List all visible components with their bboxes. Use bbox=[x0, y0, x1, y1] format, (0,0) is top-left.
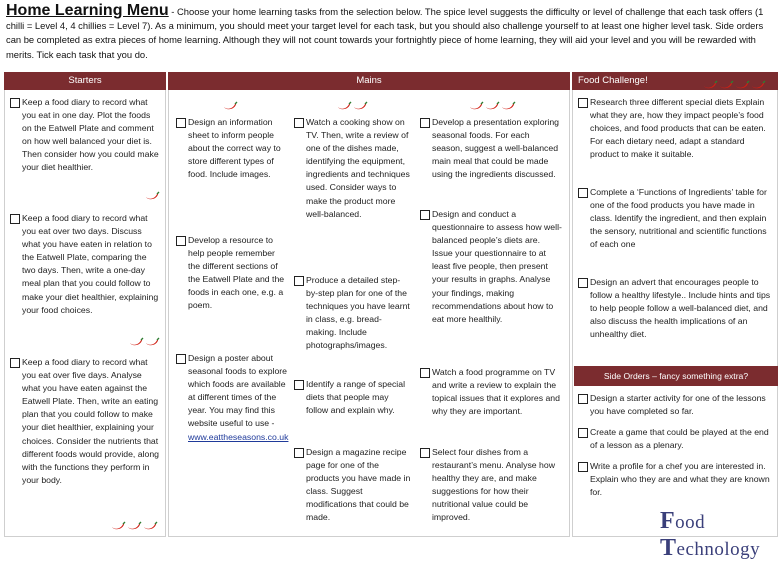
chilli-icon bbox=[337, 101, 352, 109]
task-checkbox[interactable] bbox=[578, 188, 588, 198]
mains-task-7: Design a magazine recipe page for one of the products you have made in class. Suggest modifications that could be made. bbox=[294, 446, 412, 525]
chilli-icon bbox=[485, 101, 500, 109]
starter-task-1: Keep a food diary to record what you eat in one day. Plot the foods on the Eatwell Plate and comment on how well balanced your diet is. Then consider how you could make your diet healthier. bbox=[10, 96, 160, 175]
food-technology-logo: Food Technology bbox=[660, 508, 761, 561]
chilli-icon bbox=[145, 191, 160, 199]
challenge-task-2: Complete a ‘Functions of Ingredients’ table for one of the food products you have made in class. Identify the ingredient, and then explain the sensory, nutritional and scientific functions of each one bbox=[578, 186, 774, 251]
mains-col3-chillies bbox=[468, 96, 516, 114]
task-checkbox[interactable] bbox=[294, 380, 304, 390]
chilli-icon bbox=[127, 521, 142, 529]
task-checkbox[interactable] bbox=[176, 236, 186, 246]
task-checkbox[interactable] bbox=[420, 210, 430, 220]
starter-task-2: Keep a food diary to record what you eat over two days. Discuss what you have eaten in relation to the Eatwell Plate, comparing the two days. Then, write a one-day meal plan that you could follow to make your diet healthier, explaining your food choices. bbox=[10, 212, 160, 317]
chilli-icon bbox=[735, 80, 750, 88]
mains-header: Mains bbox=[168, 72, 570, 90]
side-orders-header: Side Orders – fancy something extra? bbox=[574, 366, 778, 386]
mains-task-4: Watch a cooking show on TV. Then, write a review of one of the dishes made, identifying the equipment, ingredients and techniques used. Consider ways to make the product more well-balanced. bbox=[294, 116, 412, 221]
chilli-icon bbox=[145, 337, 160, 345]
task-checkbox[interactable] bbox=[578, 278, 588, 288]
chilli-icon bbox=[719, 80, 734, 88]
starter-2-chillies bbox=[128, 332, 160, 350]
eattheseasons-link[interactable]: www.eattheseasons.co.uk bbox=[188, 431, 289, 442]
mains-task-5: Produce a detailed step-by-step plan for one of the techniques you have learnt in class, e.g. bread-making. Include photographs/images. bbox=[294, 274, 412, 353]
chilli-icon bbox=[129, 337, 144, 345]
chilli-icon bbox=[111, 521, 126, 529]
mains-task-6: Identify a range of special diets that people may follow and explain why. bbox=[294, 378, 412, 417]
task-checkbox[interactable] bbox=[294, 448, 304, 458]
chilli-icon bbox=[143, 521, 158, 529]
task-checkbox[interactable] bbox=[176, 118, 186, 128]
starter-task-3: Keep a food diary to record what you eat over five days. Analyse what you have eaten against the Eatwell Plate. Then, write an eating plan that you could follow to make your diet healthier, explaining your choices. Consider the nutrients that different foods would provide, along with the functions they perform in your body. bbox=[10, 356, 160, 487]
chilli-icon bbox=[353, 101, 368, 109]
task-checkbox[interactable] bbox=[420, 118, 430, 128]
task-checkbox[interactable] bbox=[294, 118, 304, 128]
task-checkbox[interactable] bbox=[10, 214, 20, 224]
mains-task-3: Design a poster about seasonal foods to explore which foods are available at different times of the year. You may find this website useful to use - www.eattheseasons.co.uk bbox=[176, 352, 288, 444]
task-checkbox[interactable] bbox=[578, 462, 588, 472]
chilli-icon bbox=[223, 101, 238, 109]
challenge-task-1: Research three different special diets Explain what they are, how they impact people’s food choices, and food products that can be eaten. For each dietary need, adapt a standard product to make it suitable. bbox=[578, 96, 774, 161]
side-order-task-3: Write a profile for a chef you are interested in. Explain who they are and what they are known for. bbox=[578, 460, 774, 499]
chilli-icon bbox=[469, 101, 484, 109]
mains-task-1: Design an information sheet to inform people about the correct way to store different types of food. Include images. bbox=[176, 116, 288, 181]
challenge-task-3: Design an advert that encourages people to follow a healthy lifestyle.. Include hints and tips to help people follow a well-balanced diet, and also discuss the health implications of an unhealthy diet. bbox=[578, 276, 774, 341]
task-checkbox[interactable] bbox=[176, 354, 186, 364]
mains-task-10: Watch a food programme on TV and write a review to explain the topical issues that it explores and why they are important. bbox=[420, 366, 562, 418]
task-checkbox[interactable] bbox=[578, 98, 588, 108]
task-checkbox[interactable] bbox=[294, 276, 304, 286]
task-checkbox[interactable] bbox=[420, 448, 430, 458]
side-order-task-1: Design a starter activity for one of the lessons you have completed so far. bbox=[578, 392, 774, 418]
mains-col1-chillies bbox=[222, 96, 238, 114]
mains-task-8: Develop a presentation exploring seasonal foods. For each season, suggest a well-balanced main meal that could be made using the ingredients discussed. bbox=[420, 116, 562, 181]
starters-header: Starters bbox=[4, 72, 166, 90]
starter-3-chillies bbox=[110, 516, 158, 534]
mains-task-2: Develop a resource to help people remember the different sections of the Eatwell Plate and the foods in each one, e.g. a poem. bbox=[176, 234, 288, 313]
page-title: Home Learning Menu bbox=[6, 2, 169, 19]
task-checkbox[interactable] bbox=[578, 394, 588, 404]
task-checkbox[interactable] bbox=[10, 358, 20, 368]
intro-text: - Choose your home learning tasks from the selection below. The spice level suggests the difficulty or level of challenge that each task offers (1 chilli = Level 4, 4 chillies = Level 7). As a minimum, you should meet your target level for each task, but you should also challenge yourself to at least one higher level task. Side orders can be completed as extra pieces of home learning. Although they will not count towards your fortnightly piece of home learning, they will aid your level and you will be rewarded with merits. Tick each task that you do. bbox=[6, 6, 764, 60]
mains-task-11: Select four dishes from a restaurant’s menu. Analyse how healthy they are, and make suggestions for how their nutritional value could be improved. bbox=[420, 446, 562, 525]
task-checkbox[interactable] bbox=[420, 368, 430, 378]
food-challenge-header: Food Challenge! bbox=[572, 72, 778, 90]
chilli-icon bbox=[751, 80, 766, 88]
chilli-icon bbox=[501, 101, 516, 109]
intro-paragraph bbox=[6, 4, 776, 62]
task-checkbox[interactable] bbox=[10, 98, 20, 108]
starter-1-chillies bbox=[144, 186, 160, 204]
chilli-icon bbox=[703, 80, 718, 88]
task-checkbox[interactable] bbox=[578, 428, 588, 438]
mains-col2-chillies bbox=[336, 96, 368, 114]
mains-task-9: Design and conduct a questionnaire to assess how well-balanced people’s diets are. Issue your questionnaire to at least five people, then present your results in graphs. Analyse your findings, making recommendations about how to eat more healthily. bbox=[420, 208, 562, 326]
side-order-task-2: Create a game that could be played at the end of a lesson as a plenary. bbox=[578, 426, 774, 452]
